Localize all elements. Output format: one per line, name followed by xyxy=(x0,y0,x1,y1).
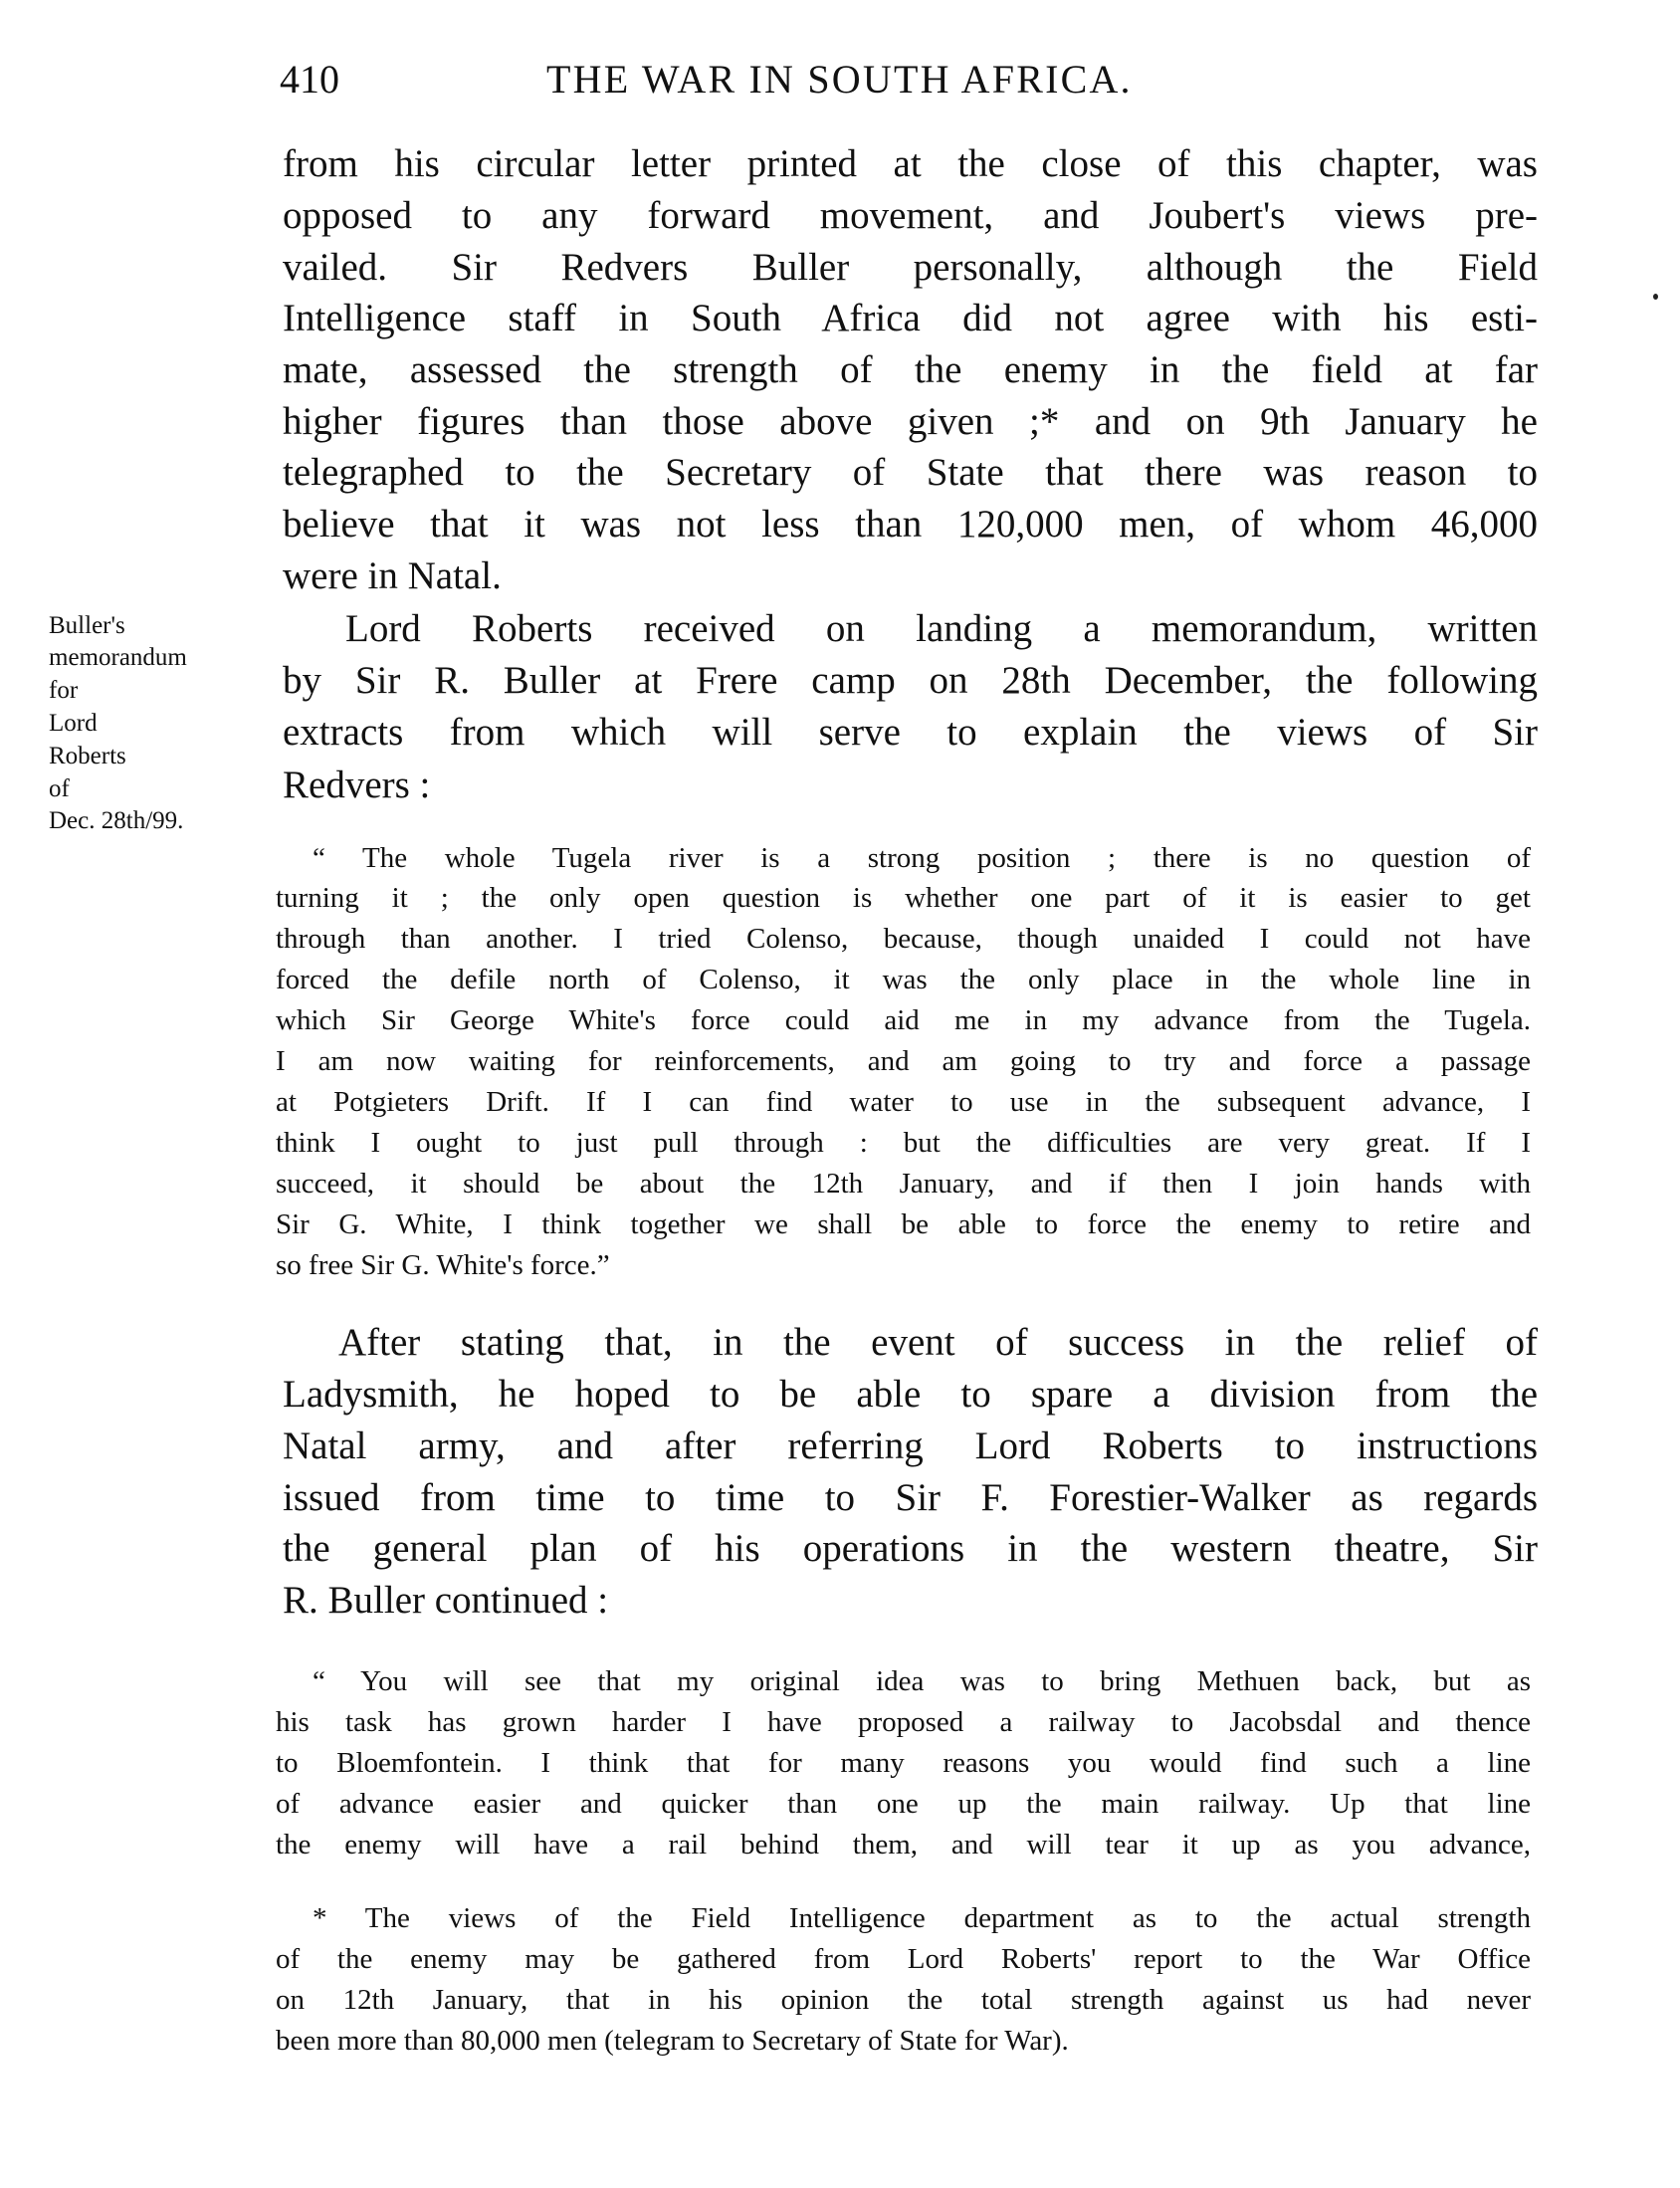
text-line: * The views of the Field Intelligence department as to the actual strength xyxy=(313,1901,1531,1934)
text-line: succeed, it should be about the 12th January, and if then I join hands with xyxy=(276,1167,1531,1200)
text-line: of the enemy may be gathered from Lord Roberts' report to the War Office xyxy=(276,1942,1531,1975)
text-line: memorandum xyxy=(49,644,187,672)
text-line: Ladysmith, he hoped to be able to spare a division from the xyxy=(283,1372,1538,1416)
text-line: to Bloemfontein. I think that for many reasons you would find such a line xyxy=(276,1746,1531,1779)
text-line: his task has grown harder I have proposed a railway to Jacobsdal and thence xyxy=(276,1705,1531,1738)
text-line: by Sir R. Buller at Frere camp on 28th December, the following xyxy=(283,659,1538,703)
text-line: of advance easier and quicker than one up the main railway. Up that line xyxy=(276,1787,1531,1820)
text-line: been more than 80,000 men (telegram to Secretary of State for War). xyxy=(276,2024,1069,2057)
text-line: After stating that, in the event of success in the relief of xyxy=(338,1321,1538,1365)
text-line: believe that it was not less than 120,000 men, of whom 46,000 xyxy=(283,503,1538,547)
text-line: Lord xyxy=(49,710,98,737)
page-number: 410 xyxy=(280,57,339,102)
text-line: the general plan of his operations in the western theatre, Sir xyxy=(283,1527,1538,1571)
text-line: mate, assessed the strength of the enemy in the field at far xyxy=(283,347,1538,391)
text-line: I am now waiting for reinforcements, and am going to try and force a passage xyxy=(276,1045,1531,1078)
text-line: opposed to any forward movement, and Joubert's views pre- xyxy=(283,193,1538,237)
stray-mark xyxy=(1653,294,1658,300)
text-line: R. Buller continued : xyxy=(283,1579,609,1623)
text-line: Redvers : xyxy=(283,763,431,806)
text-line: so free Sir G. White's force.” xyxy=(276,1248,610,1281)
text-line: issued from time to time to Sir F. Forestier-Walker as regards xyxy=(283,1475,1538,1519)
text-line: higher figures than those above given ;* and on 9th January he xyxy=(283,399,1538,443)
text-line: for xyxy=(49,677,79,705)
text-line: turning it ; the only open question is whether one part of it is easier to get xyxy=(276,882,1531,915)
text-line: telegraphed to the Secretary of State that there was reason to xyxy=(283,451,1538,495)
text-line: were in Natal. xyxy=(283,553,502,597)
text-line: “ The whole Tugela river is a strong position ; there is no question of xyxy=(313,841,1531,874)
text-line: the enemy will have a rail behind them, and will tear it up as you advance, xyxy=(276,1828,1531,1860)
text-line: of xyxy=(49,774,70,802)
text-line: extracts from which will serve to explain the views of Sir xyxy=(283,711,1538,755)
text-line: Lord Roberts received on landing a memorandum, written xyxy=(345,606,1538,650)
text-line: “ You will see that my original idea was to bring Methuen back, but as xyxy=(313,1664,1531,1697)
text-line: Roberts xyxy=(49,742,126,769)
text-line: Intelligence staff in South Africa did not agree with his esti- xyxy=(283,297,1538,340)
text-line: think I ought to just pull through : but the difficulties are very great. If I xyxy=(276,1126,1531,1159)
text-line: on 12th January, that in his opinion the total strength against us had never xyxy=(276,1983,1531,2016)
text-line: Natal army, and after referring Lord Roberts to instructions xyxy=(283,1423,1538,1467)
text-line: Dec. 28th/99. xyxy=(49,807,184,835)
text-line: Sir G. White, I think together we shall be able to force the enemy to retire and xyxy=(276,1207,1531,1240)
text-line: vailed. Sir Redvers Buller personally, although the Field xyxy=(283,245,1538,289)
text-line: which Sir George White's force could aid me in my advance from the Tugela. xyxy=(276,1004,1531,1037)
text-line: Buller's xyxy=(49,611,125,639)
text-line: at Potgieters Drift. If I can find water to use in the subsequent advance, I xyxy=(276,1085,1531,1118)
running-title: THE WAR IN SOUTH AFRICA. xyxy=(546,57,1133,102)
text-line: forced the defile north of Colenso, it was the only place in the whole line in xyxy=(276,964,1531,996)
text-line: through than another. I tried Colenso, because, though unaided I could not have xyxy=(276,923,1531,956)
text-line: from his circular letter printed at the close of this chapter, was xyxy=(283,142,1538,186)
